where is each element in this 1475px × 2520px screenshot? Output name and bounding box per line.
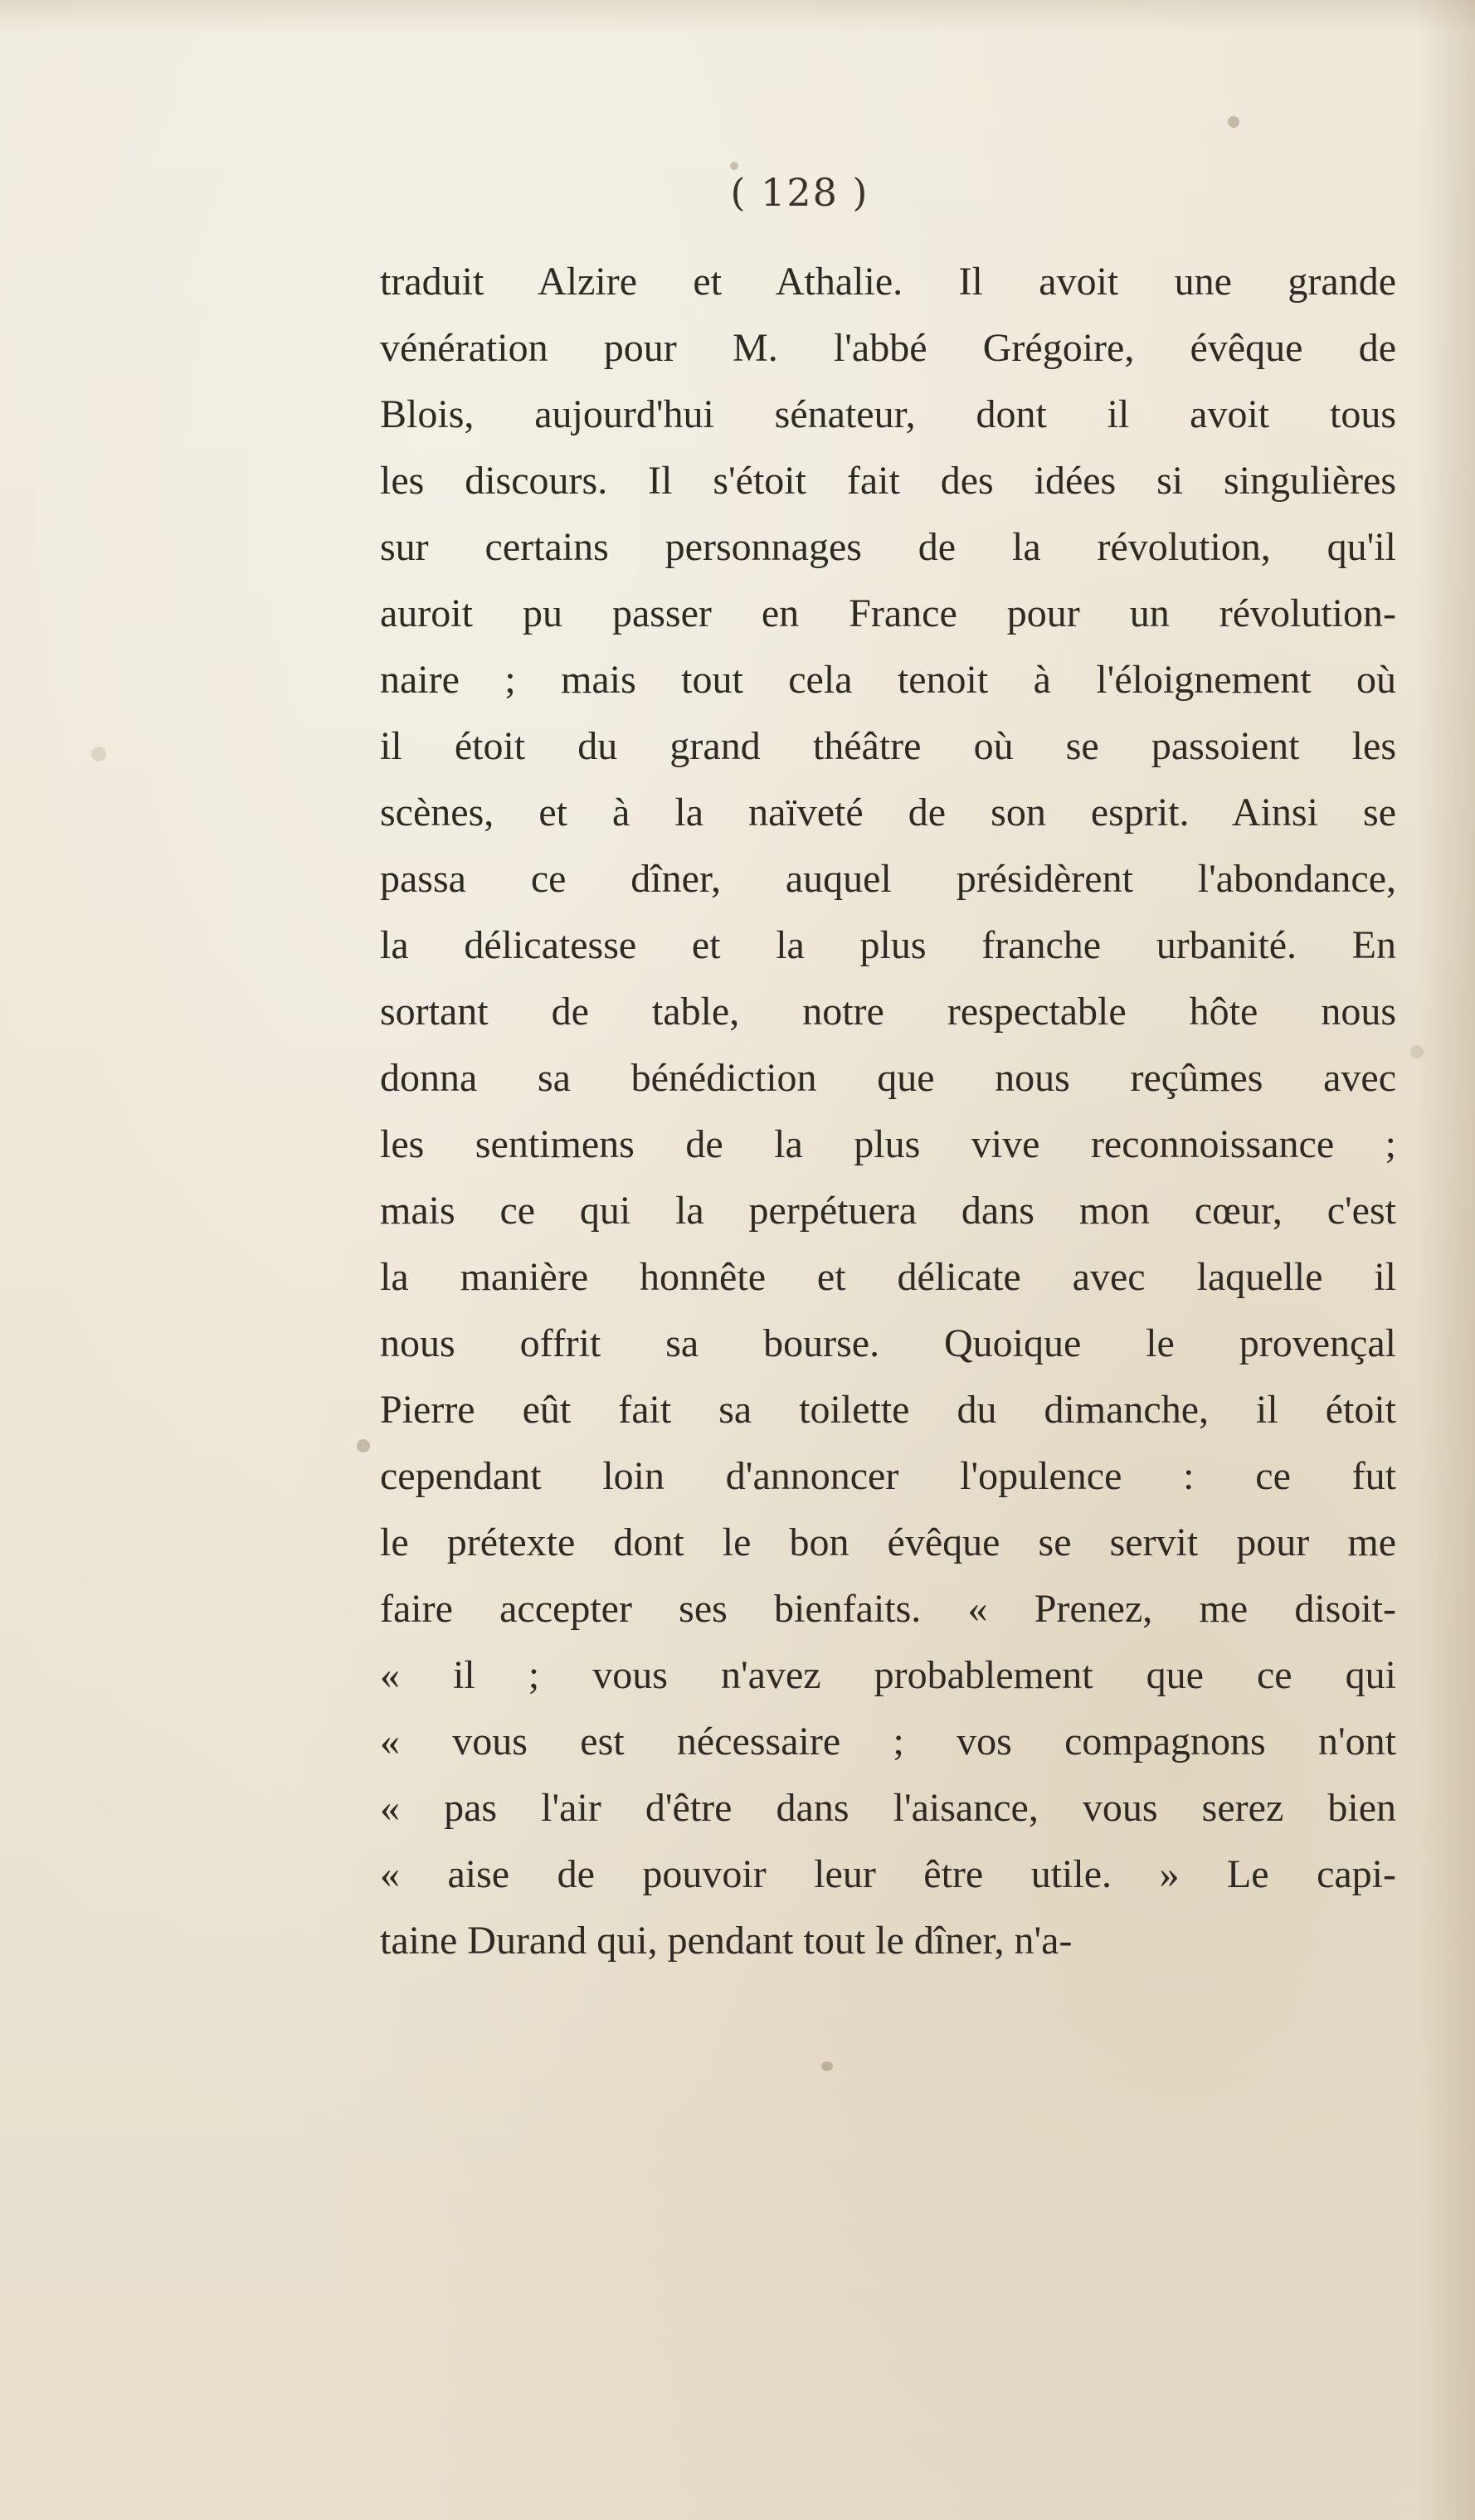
page-right-shadow <box>1417 0 1475 2520</box>
paper-speck <box>1410 1045 1424 1058</box>
text-line: mais ce qui la perpétuera dans mon cœur, c'est <box>380 1189 1396 1233</box>
text-line: nous offrit sa bourse. Quoique le provençal <box>380 1321 1396 1365</box>
text-line: faire accepter ses bienfaits. « Prenez, me disoit- <box>380 1587 1396 1631</box>
text-line: naire ; mais tout cela tenoit à l'éloignement où <box>380 658 1396 702</box>
paper-speck <box>357 1439 370 1452</box>
text-line: scènes, et à la naïveté de son esprit. Ainsi se <box>380 791 1396 834</box>
paper-speck <box>91 747 106 761</box>
text-line: le prétexte dont le bon évêque se servit pour me <box>380 1520 1396 1564</box>
text-line: sortant de table, notre respectable hôte nous <box>380 990 1396 1034</box>
text-line: la manière honnête et délicate avec laquelle il <box>380 1255 1396 1299</box>
text-line: « il ; vous n'avez probablement que ce qui <box>380 1653 1396 1697</box>
text-line: « aise de pouvoir leur être utile. » Le capi- <box>380 1852 1396 1896</box>
page-top-shadow <box>0 0 1475 33</box>
text-line: cependant loin d'annoncer l'opulence : ce fut <box>380 1454 1396 1498</box>
text-line: taine Durand qui, pendant tout le dîner, n'a- <box>380 1919 1073 1963</box>
page-number: ( 128 ) <box>730 170 869 215</box>
text-line: « vous est nécessaire ; vos compagnons n'ont <box>380 1720 1396 1764</box>
paper-speck <box>1228 116 1239 128</box>
text-line: traduit Alzire et Athalie. Il avoit une grande <box>380 260 1396 304</box>
paper-speck <box>730 162 738 170</box>
text-line: donna sa bénédiction que nous reçûmes avec <box>380 1056 1396 1100</box>
text-line: Blois, aujourd'hui sénateur, dont il avoit tous <box>380 392 1396 436</box>
text-line: passa ce dîner, auquel présidèrent l'abondance, <box>380 857 1396 901</box>
text-line: sur certains personnages de la révolution, qu'il <box>380 525 1396 569</box>
text-line: Pierre eût fait sa toilette du dimanche, il étoit <box>380 1388 1396 1432</box>
paper-speck <box>821 2061 833 2071</box>
text-line: les discours. Il s'étoit fait des idées si singulières <box>380 459 1396 503</box>
text-line: auroit pu passer en France pour un révolution- <box>380 591 1396 635</box>
text-line: vénération pour M. l'abbé Grégoire, évêque de <box>380 326 1396 370</box>
text-line: la délicatesse et la plus franche urbanité. En <box>380 923 1396 967</box>
text-line: « pas l'air d'être dans l'aisance, vous serez bien <box>380 1786 1396 1830</box>
body-text <box>380 249 1396 1974</box>
text-line: il étoit du grand théâtre où se passoient les <box>380 724 1396 768</box>
text-line: les sentimens de la plus vive reconnoissance ; <box>380 1122 1396 1166</box>
